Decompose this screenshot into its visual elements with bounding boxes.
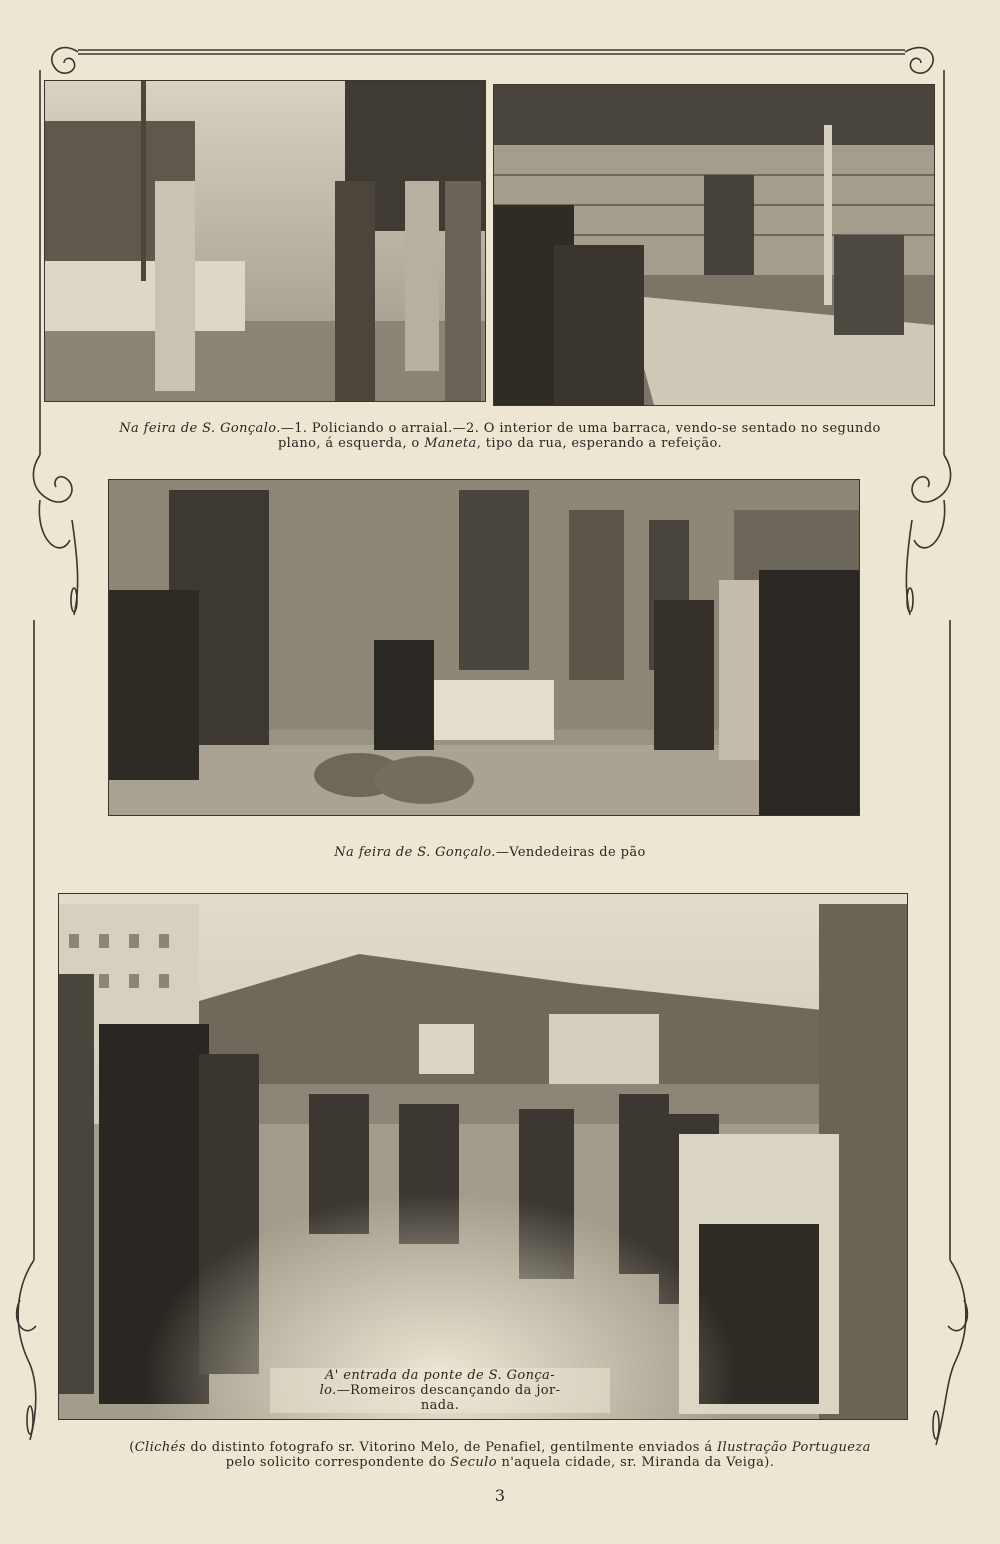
top-caption-line-2 <box>60 436 940 451</box>
photo-policing-fair <box>44 80 486 402</box>
credit-text-2b: n'aquela cidade, sr. Miranda da Veiga). <box>496 1455 775 1470</box>
bottom-caption-italic-2: lo. <box>319 1383 337 1398</box>
top-caption-text-2b: , tipo da rua, esperando a refeição. <box>476 436 723 451</box>
credit-seculo: Seculo <box>450 1455 497 1470</box>
credit-line-1 <box>60 1440 940 1455</box>
top-caption-line-1 <box>60 421 940 436</box>
photo-bridge-pilgrims <box>58 893 908 1420</box>
middle-caption-italic: Na feira de S. Gonçalo. <box>334 845 496 860</box>
credit-text-1: do distinto fotografo sr. Vitorino Melo, de Penafiel, gentilmente enviados á <box>185 1440 718 1455</box>
credit-text-2a: pelo solicito correspondente do <box>225 1455 451 1470</box>
bottom-caption-italic-1: A' entrada da ponte de S. Gonça- <box>325 1368 555 1383</box>
photo-bread-sellers <box>108 479 860 816</box>
top-caption-text-2a: plano, á esquerda, o <box>277 436 425 451</box>
top-caption-text: —1. Policiando o arraial.—2. O interior de uma barraca, vendo-se sentado no segundo <box>280 421 881 436</box>
photo-stall-interior <box>493 84 935 406</box>
middle-caption-text: —Vendedeiras de pão <box>495 845 646 860</box>
page-number: 3 <box>494 1486 506 1505</box>
top-caption-maneta: Maneta <box>424 436 477 451</box>
top-caption <box>60 421 940 451</box>
credit-paren: ( <box>129 1440 135 1455</box>
middle-caption <box>100 845 880 860</box>
bottom-caption-line-3: nada. <box>420 1398 460 1413</box>
credit-line-2 <box>60 1455 940 1470</box>
credit-cliches: Clichés <box>134 1440 186 1455</box>
bottom-caption <box>270 1368 610 1413</box>
bottom-caption-line-2 <box>270 1383 610 1398</box>
bottom-caption-text-2: —Romeiros descançando da jor- <box>336 1383 561 1398</box>
bottom-caption-line-1 <box>270 1368 610 1383</box>
top-caption-italic: Na feira de S. Gonçalo. <box>119 421 281 436</box>
photo-credit <box>60 1440 940 1470</box>
credit-magazine-name: Ilustração Portugueza <box>717 1440 871 1455</box>
